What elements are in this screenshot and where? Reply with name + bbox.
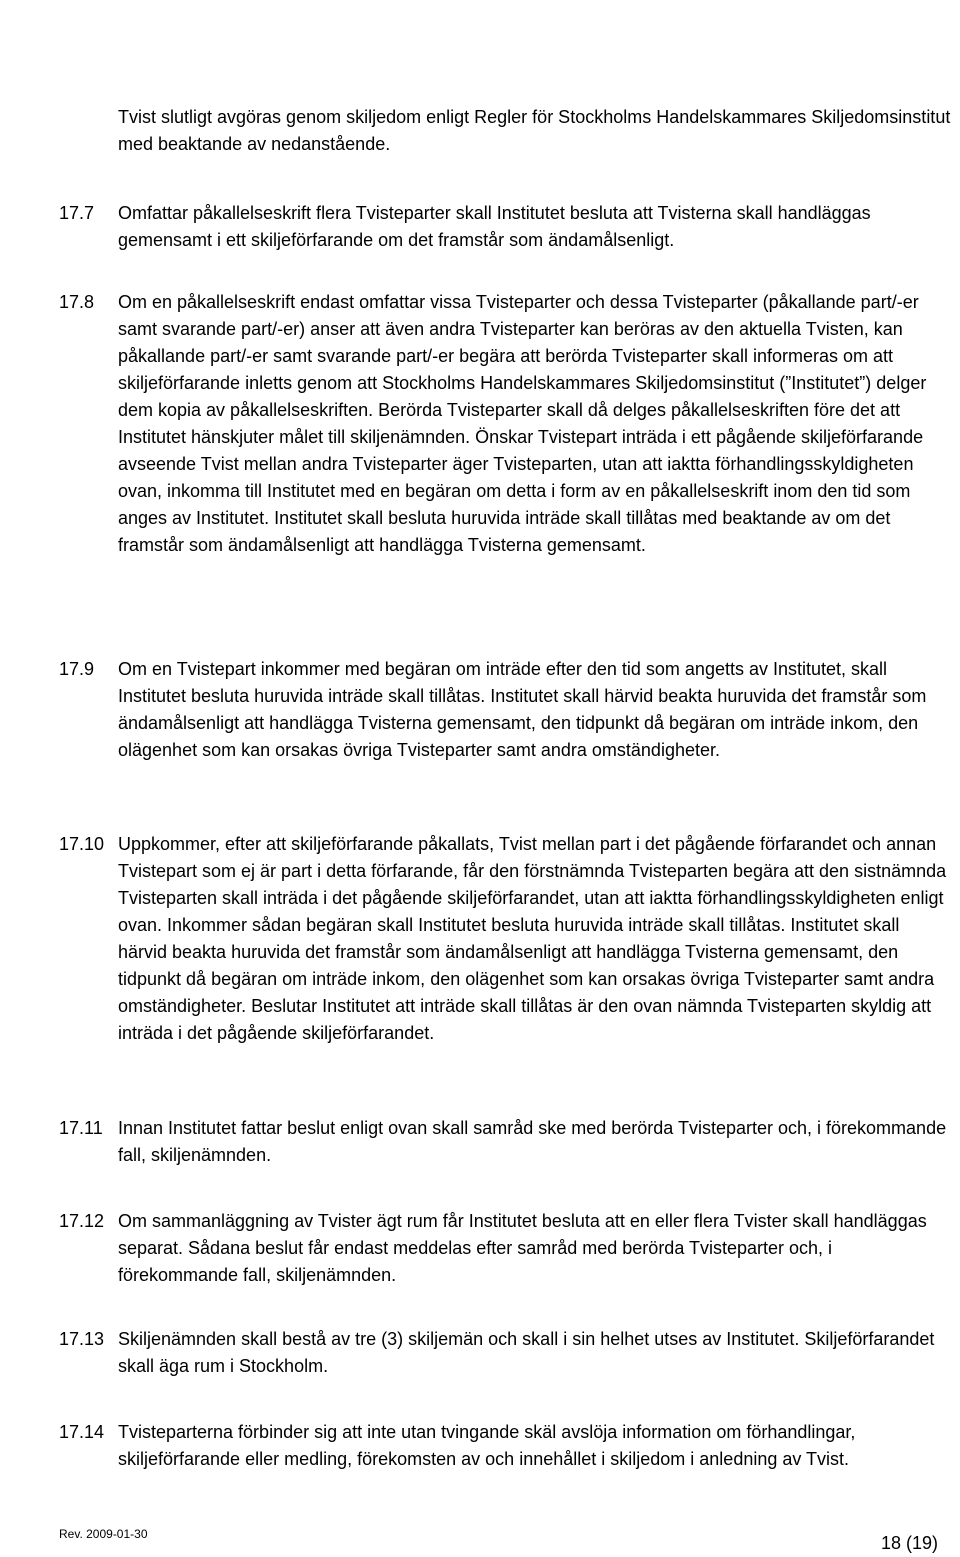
- clause-17-10: [59, 831, 953, 1047]
- clause-17-11: [59, 1115, 953, 1169]
- clause-number: 17.13: [59, 1329, 105, 1349]
- clause-text: Om sammanläggning av Tvister ägt rum får Institutet besluta att en eller flera Tvister skall handläggas separat. Sådana beslut får endast meddelas efter samråd med berörda Tvisteparter och, i förekommande fall, skiljenämnden.: [118, 1211, 927, 1285]
- clause-17-14: [59, 1419, 953, 1473]
- page-number: 18 (19): [880, 1533, 938, 1553]
- clause-text: Uppkommer, efter att skiljeförfarande påkallats, Tvist mellan part i det pågående förfarandet och annan Tvistepart som ej är part i detta förfarande, får den förstnämnda Tvisteparten begära att den sistnämnda Tvisteparten skall inträda i det pågående skiljeförfarandet, utan att iaktta förhandlingsskyldigheten enligt ovan. Inkommer sådan begäran skall Institutet besluta huruvida inträde skall tillåtas. Institutet skall härvid beakta huruvida det framstår som ändamålsenligt att handlägga Tvisterna gemensamt, den tidpunkt då begäran om inträde inkom, den olägenhet som kan orsakas övriga Tvisteparter samt andra omständigheter. Beslutar Institutet att inträde skall tillåtas är den ovan nämnda Tvisteparten skyldig att inträda i det pågående skiljeförfarandet.: [118, 834, 947, 1043]
- clause-17-9: [59, 656, 953, 764]
- intro-paragraph: Tvist slutligt avgöras genom skiljedom enligt Regler för Stockholms Handelskammares Skiljedomsinstitut med beaktande av nedanstående.: [118, 107, 951, 154]
- clause-text: Om en Tvistepart inkommer med begäran om inträde efter den tid som angetts av Institutet, skall Institutet besluta huruvida inträde skall tillåtas. Institutet skall härvid beakta huruvida det framstår som ändamålsenligt att handlägga Tvisterna gemensamt, den tidpunkt då begäran om inträde inkom, den olägenhet som kan orsakas övriga Tvisteparter samt andra omständigheter.: [118, 659, 927, 760]
- clause-number: 17.7: [59, 203, 95, 223]
- clause-number: 17.9: [59, 659, 95, 679]
- clause-text: Tvisteparterna förbinder sig att inte utan tvingande skäl avslöja information om förhandlingar, skiljeförfarande eller medling, förekomsten av och innehållet i skiljedom i anledning av Tvist.: [118, 1422, 856, 1469]
- clause-text: Omfattar påkallelseskrift flera Tvisteparter skall Institutet besluta att Tvisterna skall handläggas gemensamt i ett skiljeförfarande om det framstår som ändamålsenligt.: [118, 203, 871, 250]
- clause-17-13: [59, 1326, 953, 1380]
- clause-17-12: [59, 1208, 953, 1289]
- clause-number: 17.10: [59, 834, 105, 854]
- clause-17-7: [59, 200, 953, 254]
- clause-number: 17.8: [59, 292, 95, 312]
- clause-number: 17.12: [59, 1211, 105, 1231]
- clause-text: Skiljenämnden skall bestå av tre (3) skiljemän och skall i sin helhet utses av Institutet. Skiljeförfarandet skall äga rum i Stockholm.: [118, 1329, 935, 1376]
- revision-date: Rev. 2009-01-30: [59, 1527, 148, 1541]
- clause-17-8: [59, 289, 953, 559]
- clause-number: 17.11: [59, 1118, 103, 1138]
- clause-text: Innan Institutet fattar beslut enligt ovan skall samråd ske med berörda Tvisteparter och, i förekommande fall, skiljenämnden.: [118, 1118, 947, 1165]
- clause-text: Om en påkallelseskrift endast omfattar vissa Tvisteparter och dessa Tvisteparter (påkallande part/-er samt svarande part/-er) anser att även andra Tvisteparter kan beröras av den aktuella Tvisten, kan påkallande part/-er samt svarande part/-er begära att berörda Tvisteparter skall informeras om att skiljeförfarande inletts genom att Stockholms Handelskammares Skiljedomsinstitut (”Institutet”) delger dem kopia av påkallelseskriften. Berörda Tvisteparter skall då delges påkallelseskriften före det att Institutet hänskjuter målet till skiljenämnden. Önskar Tvistepart inträda i ett pågående skiljeförfarande avseende Tvist mellan andra Tvisteparter äger Tvisteparten, utan att iaktta förhandlingsskyldigheten ovan, inkomma till Institutet med en begäran om detta i form av en påkallelseskrift inom den tid som anges av Institutet. Institutet skall besluta huruvida inträde skall tillåtas med beaktande av om det framstår som ändamålsenligt att handlägga Tvisterna gemensamt.: [118, 292, 927, 555]
- clause-number: 17.14: [59, 1422, 105, 1442]
